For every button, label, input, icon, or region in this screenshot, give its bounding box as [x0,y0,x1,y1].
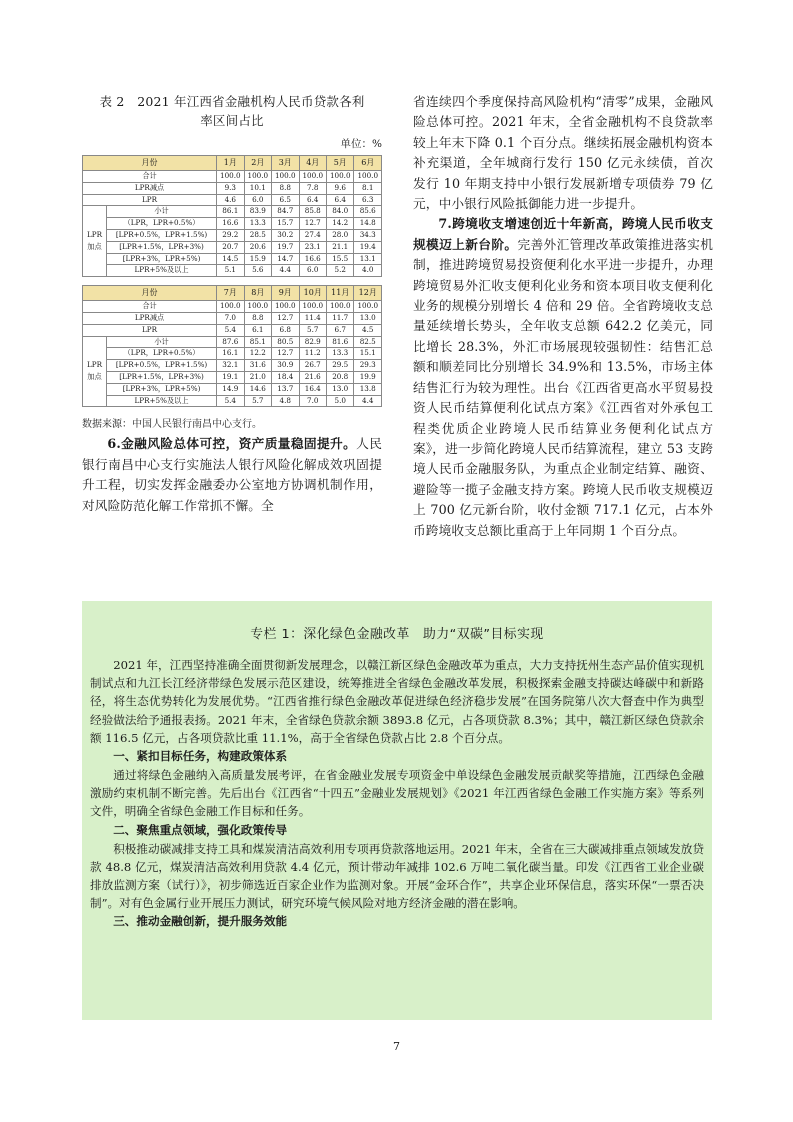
row-label: 合计 [83,301,217,313]
table-cell: 19.9 [354,371,382,383]
table-cell: 29.2 [217,229,244,241]
table-cell: 16.4 [299,383,326,395]
page-number: 7 [393,1040,400,1053]
row-label: LPR [83,194,217,206]
table-cell: 100.0 [299,171,326,183]
table-cell: 31.6 [244,360,271,372]
section-heading-7: 7.跨境收支增速创近十年新高，跨境人民币收支规模迈上新台阶。 [413,216,713,252]
table-header-row [83,286,382,301]
table-cell: 19.7 [272,241,299,253]
table-cell: 14.8 [354,218,382,230]
table-cell: 19.4 [354,241,382,253]
table-cell: 4.5 [354,324,382,336]
table-cell: 10.1 [244,182,271,194]
table-cell: 21.6 [299,371,326,383]
table-cell: 5.4 [217,324,244,336]
table-row [83,229,382,241]
table-cell: 11.7 [327,312,354,324]
table-row [83,218,382,230]
table-cell: 9.6 [327,182,354,194]
table-cell: 80.5 [272,336,299,348]
table-cell: 15.1 [354,348,382,360]
table-cell: 34.3 [354,229,382,241]
table-cell: 29.3 [354,360,382,372]
table-cell: 13.7 [272,383,299,395]
column-title: 专栏 1：深化绿色金融改革 助力“双碳”目标实现 [250,627,544,642]
row-label: LPR减点 [83,182,217,194]
table-row [83,253,382,265]
row-label: [LPR+3%，LPR+5%) [107,253,217,265]
table-cell: 5.6 [244,265,271,277]
section-body-6: 人民银行南昌中心支行实施法人银行风险化解成效巩固提升工程，切实发挥金融委办公室地方协调机制作用，对风险防范化解工作常抓不懈。全 [82,436,383,513]
right-paragraph-2 [413,214,713,541]
table-cell: 100.0 [244,301,271,313]
table-cell: 5.1 [217,265,244,277]
left-paragraph [82,434,382,516]
table-cell: 13.1 [354,253,382,265]
table-cell: 5.4 [217,395,244,407]
table-cell: 82.9 [299,336,326,348]
column-intro: 2021 年，江西坚持准确全面贯彻新发展理念，以赣江新区绿色金融改革为重点，大力支持抚州生态产品价值实现机制试点和九江长江经济带绿色发展示范区建设，统筹推进全省绿色金融改革发展，积极探索金融支持碳达峰碳中和新路径，将生态优势转化为发展优势。“江西省推行绿色金融改革促进绿色经济稳步发展”在国务院第八次大督查中作为典型经验做法给予通报表扬。2021 年末，全省绿色贷款余额 3893.8 亿元，占各项贷款 8.3%；其中，赣江新区绿色贷款余额 116.5 亿元，占各项贷款比重 11.1%，高于全省绿色贷款占比 2.8 个百分点。 [90,658,704,745]
table-cell: 13.8 [354,383,382,395]
table-cell: 12.7 [272,348,299,360]
column-section-body-1: 通过将绿色金融纳入高质量发展考评，在省金融业发展专项资金中单设绿色金融发展贡献奖等措施，江西绿色金融激励约束机制不断完善。先后出台《江西省“十四五”金融业发展规划》《2021 年江西省绿色金融工作实施方案》等系列文件，明确全省绿色金融工作目标和任务。 [90,768,704,819]
table-row [83,265,382,277]
table-cell: 13.0 [354,312,382,324]
row-label: 合计 [83,171,217,183]
table-cell: 27.4 [299,229,326,241]
month-col: 8月 [244,286,271,301]
column-section-heading-1: 一、紧扣目标任务，构建政策体系 [113,749,288,764]
table-row [83,371,382,383]
row-label: [LPR+3%，LPR+5%) [107,383,217,395]
table-row [83,301,382,313]
table-cell: 6.0 [244,194,271,206]
table-cell: 4.8 [272,395,299,407]
row-label: LPR [83,324,217,336]
table-cell: 82.5 [354,336,382,348]
table-cell: 28.0 [327,229,354,241]
table-cell: 11.2 [299,348,326,360]
table-cell: 100.0 [244,171,271,183]
table-cell: 6.4 [327,194,354,206]
table-cell: 29.5 [327,360,354,372]
table-cell: 19.1 [217,371,244,383]
month-col: 7月 [217,286,244,301]
month-header: 月份 [83,286,217,301]
table-cell: 26.7 [299,360,326,372]
table-cell: 21.1 [327,241,354,253]
lpr-plus-group-label: LPR加点 [83,206,107,277]
row-label: [LPR+0.5%，LPR+1.5%) [107,229,217,241]
table-row [83,171,382,183]
lpr-plus-group-label: LPR加点 [83,336,107,407]
table-cell: 20.6 [244,241,271,253]
left-column [82,92,382,516]
table-cell: 20.8 [327,371,354,383]
table-cell: 6.5 [272,194,299,206]
month-col: 12月 [354,286,382,301]
table-cell: 100.0 [217,171,244,183]
table-row [83,182,382,194]
table-cell: 7.8 [299,182,326,194]
table-row [83,312,382,324]
table-cell: 6.8 [272,324,299,336]
table-cell: 100.0 [327,171,354,183]
table-cell: 8.8 [272,182,299,194]
column-section-body-2: 积极推动碳减排支持工具和煤炭清洁高效利用专项再贷款落地运用。2021 年末，全省在三大碳减排重点领域发放贷款 48.8 亿元，煤炭清洁高效利用贷款 4.4 亿元，预计带动年减排 102.6 万吨二氧化碳当量。印发《江西省工业企业碳排放监测方案（试行）》，初步筛选近百家企业作为监测对象。开展“金环合作”，共享企业环保信息，落实环保“一票否决制”。对有色金属行业开展压力测试，研究环境气候风险对地方经济金融的潜在影响。 [90,841,704,911]
month-col: 3月 [272,156,299,171]
row-label: [LPR+1.5%，LPR+3%) [107,241,217,253]
table-cell: 87.6 [217,336,244,348]
row-label: LPR减点 [83,312,217,324]
month-col: 9月 [272,286,299,301]
table-cell: 85.8 [299,206,326,218]
table-cell: 85.1 [244,336,271,348]
table-row [83,194,382,206]
table-cell: 28.5 [244,229,271,241]
row-label: [LPR+0.5%，LPR+1.5%) [107,360,217,372]
table-cell: 5.2 [327,265,354,277]
row-label: 小计 [107,336,217,348]
month-col: 10月 [299,286,326,301]
row-label: LPR+5%及以上 [107,265,217,277]
table-cell: 9.3 [217,182,244,194]
data-source-note: 数据来源：中国人民银行南昌中心支行。 [82,419,262,431]
table-cell: 84.7 [272,206,299,218]
table-row [83,206,382,218]
month-col: 6月 [354,156,382,171]
table-cell: 5.7 [244,395,271,407]
rate-table-h1 [82,155,382,277]
table-cell: 84.0 [327,206,354,218]
table-cell: 100.0 [272,171,299,183]
month-col: 1月 [217,156,244,171]
table-cell: 18.4 [272,371,299,383]
table-cell: 4.4 [272,265,299,277]
table-cell: 4.6 [217,194,244,206]
section-body-7: 完善外汇管理改革政策推进落实机制，推进跨境贸易投资便利化水平进一步提升，办理跨境贸易外汇收支便利化业务和资本项目收支便利化业务的规模分别增长 4 倍和 29 倍。全省跨境收支总量延续增长势头，全年收支总额 642.2 亿美元，同比增长 28.3%，外汇市场展现较强韧性：结售汇总额和顺差同比分别增长 34.9%和 13.5%，市场主体结售汇行为较为理性。出台《江西省更高水平贸易投资人民币结算便利化试点方案》《江西省对外承包工程类优质企业跨境人民币结算业务便利化试点方案》，进一步简化跨境人民币结算流程，建立 53 支跨境人民币金融服务队，为重点企业制定结算、融资、避险等一揽子金融支持方案。跨境人民币收支规模迈上 700 亿元新台阶，收付金额 717.1 亿元，占本外币跨境收支总额比重高于上年同期 1 个百分点。 [413,236,713,538]
table-cell: 5.0 [327,395,354,407]
rate-table-h2 [82,285,382,407]
table-cell: 14.7 [272,253,299,265]
row-label: LPR+5%及以上 [107,395,217,407]
table-cell: 13.3 [327,348,354,360]
table-cell: 12.7 [272,312,299,324]
table-cell: 16.1 [217,348,244,360]
month-col: 2月 [244,156,271,171]
table-cell: 85.6 [354,206,382,218]
table-row [83,383,382,395]
row-label: （LPR，LPR+0.5%） [107,218,217,230]
table-cell: 6.3 [354,194,382,206]
column-section-heading-2: 二、聚焦重点领域，强化政策传导 [113,822,288,837]
table-cell: 11.4 [299,312,326,324]
table-cell: 15.7 [272,218,299,230]
table-cell: 4.0 [354,265,382,277]
table-cell: 12.7 [299,218,326,230]
table-cell: 8.8 [244,312,271,324]
table-cell: 13.0 [327,383,354,395]
table-cell: 30.2 [272,229,299,241]
table-unit: 单位：% [340,138,382,150]
table-cell: 23.1 [299,241,326,253]
section-heading-6: 6.金融风险总体可控，资产质量稳固提升。 [107,436,357,452]
month-header: 月份 [83,156,217,171]
table-title: 表 2 2021 年江西省金融机构人民币贷款各利 率区间占比 [99,94,365,128]
table-cell: 16.6 [299,253,326,265]
table-cell: 14.2 [327,218,354,230]
table-cell: 6.4 [299,194,326,206]
row-label: 小计 [107,206,217,218]
table-row [83,241,382,253]
table-cell: 12.2 [244,348,271,360]
row-label: （LPR，LPR+0.5%） [107,348,217,360]
table-cell: 100.0 [217,301,244,313]
table-row [83,395,382,407]
table-cell: 8.1 [354,182,382,194]
table-cell: 14.6 [244,383,271,395]
table-cell: 100.0 [272,301,299,313]
table-cell: 81.6 [327,336,354,348]
table-cell: 13.3 [244,218,271,230]
right-column [413,92,713,541]
table-cell: 7.0 [217,312,244,324]
table-cell: 86.1 [217,206,244,218]
month-col: 5月 [327,156,354,171]
table-cell: 6.7 [327,324,354,336]
table-row [83,348,382,360]
table-cell: 4.4 [354,395,382,407]
table-cell: 21.0 [244,371,271,383]
table-cell: 100.0 [327,301,354,313]
table-cell: 15.5 [327,253,354,265]
table-cell: 83.9 [244,206,271,218]
table-cell: 30.9 [272,360,299,372]
table-row [83,360,382,372]
month-col: 11月 [327,286,354,301]
table-cell: 6.1 [244,324,271,336]
table-cell: 5.7 [299,324,326,336]
table-cell: 14.9 [217,383,244,395]
table-cell: 32.1 [217,360,244,372]
table-cell: 100.0 [354,171,382,183]
table-cell: 20.7 [217,241,244,253]
table-cell: 15.9 [244,253,271,265]
table-cell: 100.0 [354,301,382,313]
table-cell: 6.0 [299,265,326,277]
table-row [83,336,382,348]
table-row [83,324,382,336]
column-section-heading-3: 三、推动金融创新，提升服务效能 [113,914,288,929]
feature-column-box [82,601,712,1020]
table-cell: 100.0 [299,301,326,313]
table-cell: 16.6 [217,218,244,230]
table-cell: 14.5 [217,253,244,265]
table-cell: 7.0 [299,395,326,407]
table-header-row [83,156,382,171]
row-label: [LPR+1.5%，LPR+3%) [107,371,217,383]
month-col: 4月 [299,156,326,171]
right-paragraph-1: 省连续四个季度保持高风险机构“清零”成果，金融风险总体可控。2021 年末，全省金融机构不良贷款率较上年末下降 0.1 个百分点。继续拓展金融机构资本补充渠道，全年城商行发行 150 亿元永续债，首次发行 10 年期支持中小银行发展新增专项债券 79 亿元，中小银行风险抵御能力进一步提升。 [413,94,713,212]
